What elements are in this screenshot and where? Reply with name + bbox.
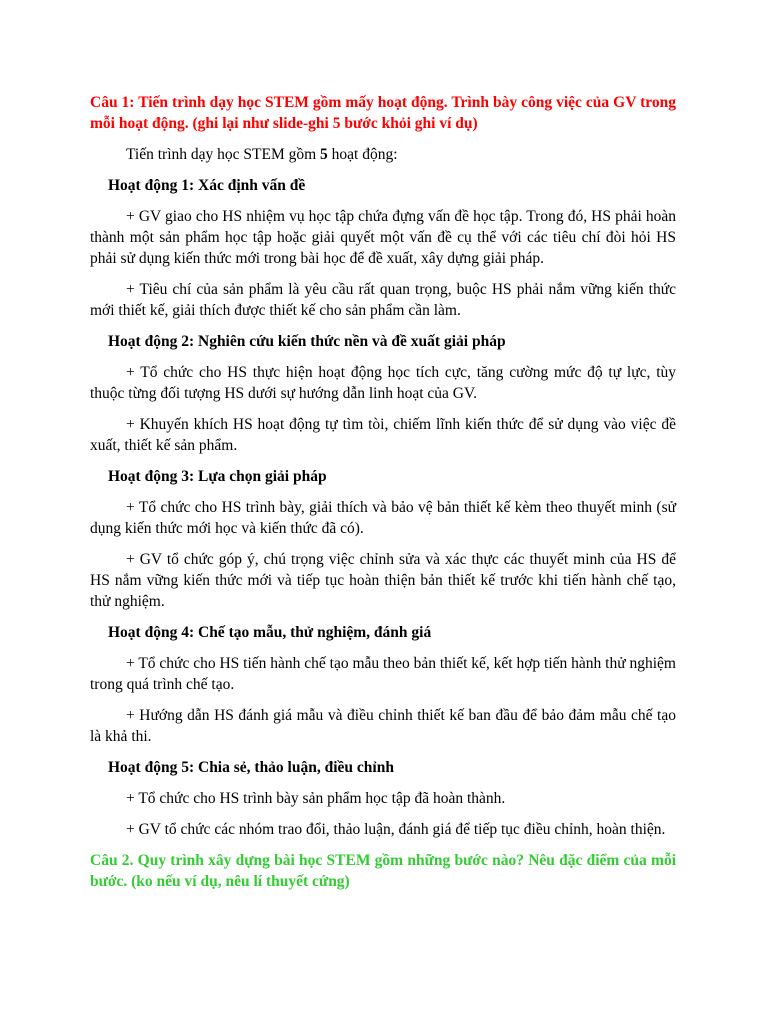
intro-paragraph — [90, 144, 676, 165]
activity-5-point-1: + Tổ chức cho HS trình bày sản phẩm học tập đã hoàn thành. — [126, 790, 506, 807]
activity-4-point-2: + Hướng dẫn HS đánh giá mẫu và điều chỉnh thiết kế ban đầu để bảo đảm mẫu chế tạo là khả thi. — [90, 707, 676, 745]
activity-5-title: Hoạt động 5: Chia sẻ, thảo luận, điều chỉnh — [108, 759, 394, 776]
question-2-heading: Câu 2. Quy trình xây dựng bài học STEM gồm những bước nào? Nêu đặc điểm của mỗi bước. (ko nếu ví dụ, nêu lí thuyết cứng) — [90, 852, 676, 890]
activity-3-point-2: + GV tổ chức góp ý, chú trọng việc chỉnh sửa và xác thực các thuyết minh của HS để HS nắm vững kiến thức mới và tiếp tục hoàn thiện bản thiết kế trước khi tiến hành chế tạo, thử nghiệm. — [90, 551, 676, 610]
intro-text-after: hoạt động: — [327, 146, 398, 163]
question-1-heading: Câu 1: Tiến trình dạy học STEM gồm mấy hoạt động. Trình bày công việc của GV trong mỗi hoạt động. (ghi lại như slide-ghi 5 bước khỏi ghi ví dụ) — [90, 94, 676, 132]
activity-4-section — [90, 622, 676, 747]
activity-1-point-2: + Tiêu chí của sản phẩm là yêu cầu rất quan trọng, buộc HS phải nắm vững kiến thức mới thiết kế, giải thích được thiết kế cho sản phẩm cần làm. — [90, 281, 676, 319]
activity-2-point-2: + Khuyến khích HS hoạt động tự tìm tòi, chiếm lĩnh kiến thức để sử dụng vào việc đề xuất, thiết kế sản phẩm. — [90, 416, 676, 454]
intro-text-before: Tiến trình dạy học STEM gồm — [126, 146, 321, 163]
intro-activity-count: 5 — [320, 146, 328, 163]
activity-1-point-1: + GV giao cho HS nhiệm vụ học tập chứa đựng vấn đề học tập. Trong đó, HS phải hoàn thành một sản phẩm học tập hoặc giải quyết một vấn đề cụ thể với các tiêu chí đòi hỏi HS phải sử dụng kiến thức mới trong bài học để đề xuất, xây dựng giải pháp. — [90, 208, 676, 267]
activity-5-point-2: + GV tổ chức các nhóm trao đổi, thảo luận, đánh giá để tiếp tục điều chỉnh, hoàn thiện. — [126, 821, 666, 838]
activity-3-section — [90, 466, 676, 612]
activity-1-title: Hoạt động 1: Xác định vấn đề — [108, 177, 306, 194]
activity-3-point-1: + Tổ chức cho HS trình bày, giải thích và bảo vệ bản thiết kế kèm theo thuyết minh (sử dụng kiến thức mới học và kiến thức đã có). — [90, 499, 676, 537]
activity-4-point-1: + Tổ chức cho HS tiến hành chế tạo mẫu theo bản thiết kế, kết hợp tiến hành thử nghiệm trong quá trình chế tạo. — [90, 655, 676, 693]
activity-1-section — [90, 175, 676, 321]
activity-4-title: Hoạt động 4: Chế tạo mẫu, thử nghiệm, đánh giá — [108, 624, 432, 641]
activity-2-point-1: + Tổ chức cho HS thực hiện hoạt động học tích cực, tăng cường mức độ tự lực, tùy thuộc từng đối tượng HS dưới sự hướng dẫn linh hoạt của GV. — [90, 364, 676, 402]
activity-5-section — [90, 757, 676, 840]
activity-2-title: Hoạt động 2: Nghiên cứu kiến thức nền và đề xuất giải pháp — [108, 333, 506, 350]
activity-3-title: Hoạt động 3: Lựa chọn giải pháp — [108, 468, 327, 485]
activity-2-section — [90, 331, 676, 456]
document-page — [90, 92, 676, 892]
